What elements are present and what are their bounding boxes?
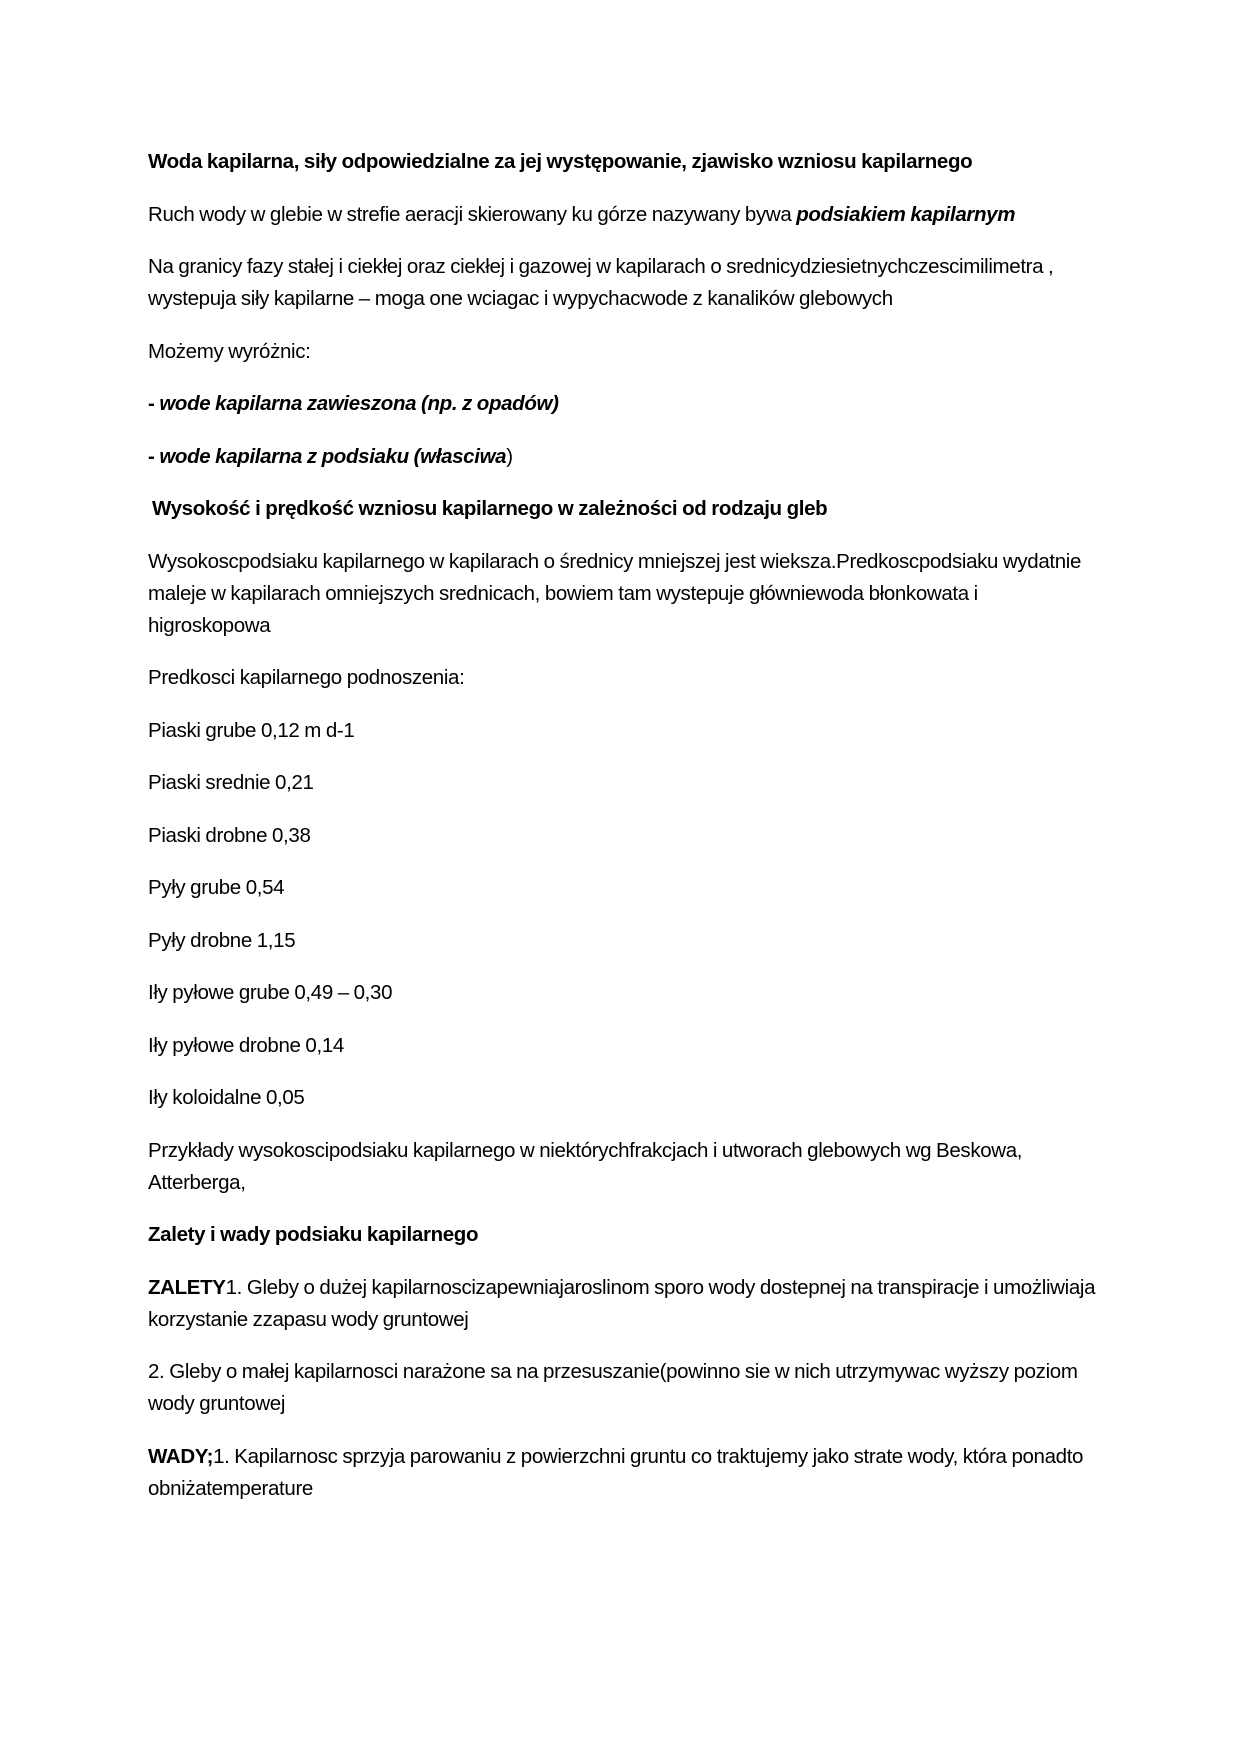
paragraph-advantages-2: 2. Gleby o małej kapilarnosci narażone sa na przesuszanie(powinno sie w nich utrzymywac wyższy poziom wody gruntowej <box>148 1360 1078 1415</box>
heading-pros-and-cons: Zalety i wady podsiaku kapilarnego <box>148 1223 479 1246</box>
speed-item-coarse-silt: Pyły grube 0,54 <box>148 876 285 899</box>
list-item-text: wode kapilarna zawieszona (np. z opadów) <box>159 392 559 415</box>
speed-item-coarse-silty-clay: Iły pyłowe grube 0,49 – 0,30 <box>148 981 393 1004</box>
speed-item-medium-sand: Piaski srednie 0,21 <box>148 771 314 794</box>
speed-item-fine-sand: Piaski drobne 0,38 <box>148 823 311 847</box>
paragraph-phase-boundary: Na granicy fazy stałej i ciekłej oraz ciekłej i gazowej w kapilarach o srednicydziesietnychczescimilimetra , wystepuja siły kapilarne – moga one wciagac i wypychacwode z kanalików glebowych <box>148 255 1054 310</box>
speed-item-fine-silt: Pyły drobne 1,15 <box>148 928 296 952</box>
speed-item-colloidal-clay: Iły koloidalne 0,05 <box>148 1086 305 1109</box>
paragraph-examples: Przykłady wysokoscipodsiaku kapilarnego w niektórychfrakcjach i utworach glebowych wg Beskowa, Atterberga, <box>148 1138 1023 1194</box>
disadvantages-text: 1. Kapilarnosc sprzyja parowaniu z powierzchni gruntu co traktujemy jako strate wody, która ponadto obniżatemperature <box>148 1444 1084 1500</box>
term-capillary-rise: podsiakiem kapilarnym <box>796 202 1016 226</box>
list-item-dash: - <box>148 444 160 468</box>
paragraph-rise-speeds-intro: Predkosci kapilarnego podnoszenia: <box>148 666 465 689</box>
advantages-label: ZALETY <box>148 1275 226 1299</box>
speed-item-fine-silty-clay: Iły pyłowe drobne 0,14 <box>148 1033 344 1057</box>
heading-height-and-speed: Wysokość i prędkość wzniosu kapilarnego w zależności od rodzaju gleb <box>152 497 828 520</box>
disadvantages-label: WADY; <box>148 1444 214 1468</box>
heading-capillary-water: Woda kapilarna, siły odpowiedzialne za jej występowanie, zjawisko wzniosu kapilarnego <box>148 150 973 173</box>
speed-item-coarse-sand: Piaski grube 0,12 m d-1 <box>148 718 355 742</box>
paragraph-we-distinguish: Możemy wyróżnic: <box>148 339 311 363</box>
list-item-text: wode kapilarna z podsiaku (własciwa <box>159 444 507 468</box>
list-item-suffix: ) <box>506 444 513 468</box>
paragraph-disadvantages <box>148 1441 1100 1505</box>
paragraph-water-movement <box>148 199 1100 231</box>
list-item-dash: - <box>148 392 160 415</box>
paragraph-rise-height: Wysokoscpodsiaku kapilarnego w kapilarach o średnicy mniejszej jest wieksza.Predkoscpodsiaku wydatnie maleje w kapilarach omniejszych srednicach, bowiem tam wystepuje główniewoda błonkowata i higroskopowa <box>148 549 1082 637</box>
list-item-suspended-water <box>148 388 1100 420</box>
list-item-proper-water <box>148 441 1100 473</box>
paragraph-water-movement-text: Ruch wody w glebie w strefie aeracji skierowany ku górze nazywany bywa <box>148 202 797 226</box>
advantages-text: 1. Gleby o dużej kapilarnoscizapewniajaroslinom sporo wody dostepnej na transpiracje i umożliwiaja korzystanie zzapasu wody gruntowej <box>148 1275 1096 1331</box>
paragraph-advantages <box>148 1272 1100 1336</box>
